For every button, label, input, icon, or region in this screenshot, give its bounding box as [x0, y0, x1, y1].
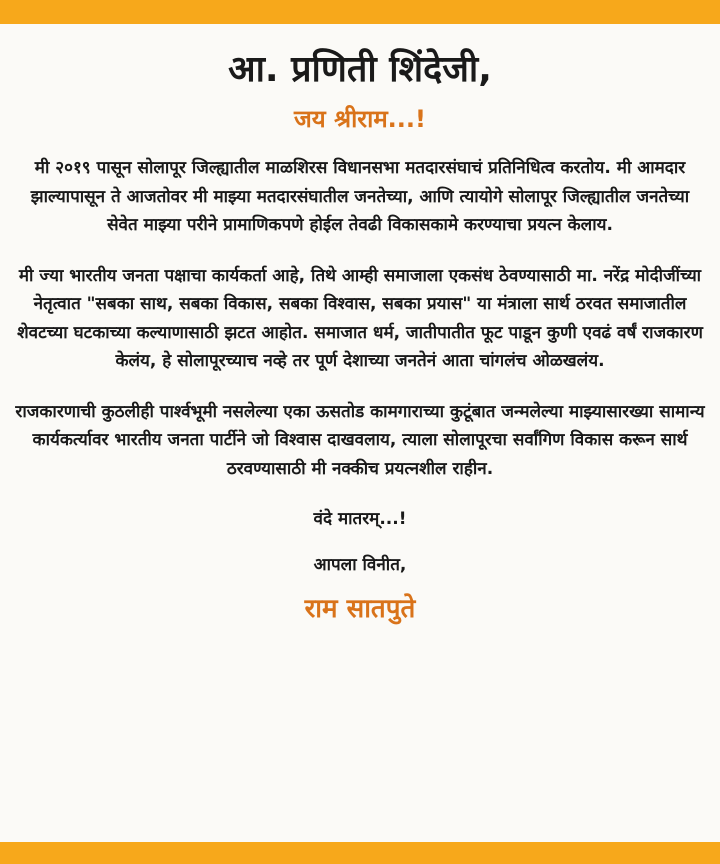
- paragraph-1: मी २०१९ पासून सोलापूर जिल्ह्यातील माळशिरस विधानसभा मतदारसंघाचं प्रतिनिधित्व करतोय. मी आमदार झाल्यापासून ते आजतोवर मी माझ्या मतदारसंघातील जनतेच्या, आणि त्यायोगे सोलापूर जिल्ह्यातील जनतेच्या सेवेत माझ्या परीने प्रामाणिकपणे होईल तेवढी विकासकामे करण्याचा प्रयत्न केलाय.: [30, 158, 690, 235]
- top-accent-bar: [0, 0, 720, 24]
- paragraph-2: मी ज्या भारतीय जनता पक्षाचा कार्यकर्ता आहे, तिथे आम्ही समाजाला एकसंध ठेवण्यासाठी मा. नरेंद्र मोदीजींच्या नेतृत्वात "सबका साथ, सबका विकास, सबका विश्वास, सबका प्रयास" या मंत्राला सार्थ ठरवत समाजातील शेवटच्या घटकाच्या कल्याणासाठी झटत आहोत. समाजात धर्म, जातीपातीत फूट पाडून कुणी एवढं वर्षं राजकारण केलंय, हे सोलापूरच्याच नव्हे तर पूर्ण देशाच्या जनतेनं आता चांगलंच ओळखलंय.: [17, 265, 703, 371]
- signature-name: राम सातपुते: [304, 594, 416, 624]
- greeting-line: जय श्रीराम...!: [294, 105, 426, 133]
- letter-body: [0, 24, 720, 842]
- bottom-accent-bar: [0, 842, 720, 864]
- closing-line: वंदे मातरम्...!: [313, 509, 407, 529]
- paragraph-3: राजकारणाची कुठलीही पार्श्वभूमी नसलेल्या एका ऊसतोड कामगाराच्या कुटूंबात जन्मलेल्या माझ्यासारख्या सामान्य कार्यकर्त्यावर भारतीय जनता पार्टीने जो विश्वास दाखवलाय, त्याला सोलापूरचा सर्वांगिण विकास करून सार्थ ठरवण्यासाठी मी नक्कीच प्रयत्नशील राहीन.: [15, 401, 705, 479]
- salutation-heading: आ. प्रणिती शिंदेजी,: [228, 49, 492, 90]
- signoff-line: आपला विनीत,: [313, 555, 407, 575]
